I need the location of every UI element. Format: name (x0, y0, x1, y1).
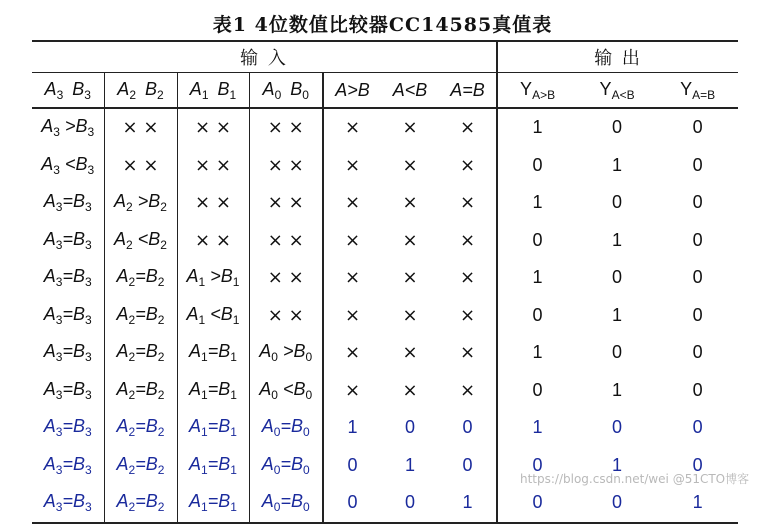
table-cell-ygt: 0 (497, 484, 577, 523)
table-cell-cgt: × (344, 342, 361, 364)
table-cell-a0b0: × × (249, 222, 323, 260)
table-cell-a2b2: $A_2 >B_2$ (104, 184, 177, 222)
table-cell-a3b3: $A_3=B_3$ (32, 447, 104, 485)
table-cell-a1b1: $A_1 <B_1$ (177, 297, 249, 335)
table-cell-a2b2: $A_2=B_2$ (104, 297, 177, 335)
table-cell-a2b2: × × (104, 147, 177, 185)
table-row (32, 184, 738, 222)
table-row (32, 108, 738, 147)
table-cell-ylt: 0 (577, 484, 657, 523)
table-cell-ylt: 1 (612, 304, 623, 325)
table-cell-ylt: 0 (612, 117, 623, 138)
table-cell-ylt: 0 (612, 267, 623, 288)
column-header: A=B (439, 73, 497, 109)
table-cell-a0b0: × × (249, 147, 323, 185)
table-cell-ylt: 0 (612, 192, 623, 213)
table-cell-cgt: × (344, 304, 361, 326)
table-cell-clt: × (402, 267, 418, 289)
table-cell-yeq: 0 (692, 154, 703, 175)
column-header: $A_0$ $B_0$ (249, 73, 323, 109)
table-cell-clt: × (402, 304, 418, 326)
table-row (32, 222, 738, 260)
table-cell-yeq: 0 (692, 117, 703, 138)
watermark: https://blog.csdn.net/wei @51CTO博客 (520, 472, 750, 486)
table-cell-ceq: × (439, 297, 497, 335)
input-group-header: 输 入 (32, 41, 497, 73)
table-cell-a3b3: $A_3=B_3$ (32, 409, 104, 447)
table-cell-yeq: 0 (692, 454, 703, 475)
table-cell-ylt: 1 (612, 379, 623, 400)
table-row (32, 334, 738, 372)
table-cell-a1b1: × × (177, 222, 249, 260)
truth-table (32, 40, 738, 524)
table-cell-a1b1: $A_1=B_1$ (177, 334, 249, 372)
table-row (32, 297, 738, 335)
column-header: $A_3$ $B_3$ (32, 73, 104, 109)
table-cell-a0b0: $A_0 >B_0$ (249, 334, 323, 372)
table-cell-ygt: 0 (532, 454, 543, 475)
table-cell-ceq: × (439, 259, 497, 297)
table-cell-cgt: × (344, 379, 361, 401)
column-header: $Y_{A=B}$ (657, 73, 738, 109)
table-cell-ceq: × (439, 184, 497, 222)
table-cell-ygt: 0 (532, 304, 543, 325)
table-cell-a1b1: $A_1=B_1$ (177, 409, 249, 447)
table-cell-clt: 0 (404, 417, 415, 438)
table-cell-a3b3: $A_3=B_3$ (32, 222, 104, 260)
column-header: $Y_{A>B}$ (497, 73, 577, 109)
table-cell-a1b1: $A_1=B_1$ (177, 372, 249, 410)
table-cell-ceq: × (439, 222, 497, 260)
table-cell-a2b2: $A_2=B_2$ (104, 259, 177, 297)
table-cell-ceq: 1 (439, 484, 497, 523)
table-cell-a0b0: $A_0=B_0$ (249, 409, 323, 447)
table-cell-ygt: 1 (532, 192, 543, 213)
table-cell-clt: 1 (404, 454, 415, 475)
table-cell-cgt: × (344, 117, 361, 139)
table-cell-clt: × (402, 229, 418, 251)
table-cell-a1b1: × × (177, 147, 249, 185)
table-cell-clt: × (402, 379, 418, 401)
table-cell-ylt: 1 (612, 154, 623, 175)
table-cell-ygt: 1 (532, 117, 543, 138)
table-cell-yeq: 1 (657, 484, 738, 523)
table-cell-cgt: 0 (347, 454, 358, 475)
table-cell-ceq: × (439, 147, 497, 185)
column-header: $Y_{A<B}$ (577, 73, 657, 109)
table-cell-ceq: 0 (439, 409, 497, 447)
table-cell-ygt: 1 (532, 342, 543, 363)
table-cell-a3b3: $A_3=B_3$ (32, 184, 104, 222)
table-cell-a2b2: $A_2=B_2$ (104, 409, 177, 447)
table-cell-ygt: 1 (532, 267, 543, 288)
table-row (32, 484, 738, 523)
table-row (32, 409, 738, 447)
table-cell-yeq: 0 (692, 379, 703, 400)
table-title: 表1 4位数值比较器CC14585真值表 (212, 14, 553, 36)
table-cell-a3b3: $A_3 >B_3$ (32, 108, 104, 147)
column-header: $A_2$ $B_2$ (104, 73, 177, 109)
table-cell-a1b1: × × (177, 184, 249, 222)
table-cell-a2b2: $A_2=B_2$ (104, 372, 177, 410)
table-cell-cgt: 0 (323, 484, 381, 523)
table-cell-cgt: 1 (347, 417, 358, 438)
table-cell-ceq: 0 (439, 447, 497, 485)
table-cell-a0b0: × × (249, 297, 323, 335)
table-cell-ygt: 1 (532, 417, 543, 438)
table-cell-ylt: 1 (612, 229, 623, 250)
table-cell-ylt: 1 (612, 454, 623, 475)
table-cell-a0b0: × × (249, 184, 323, 222)
table-cell-clt: 0 (381, 484, 439, 523)
table-cell-ygt: 0 (532, 154, 543, 175)
table-cell-yeq: 0 (692, 342, 703, 363)
table-cell-a1b1: $A_1=B_1$ (177, 484, 249, 523)
table-cell-a3b3: $A_3=B_3$ (32, 334, 104, 372)
table-cell-a1b1: $A_1 >B_1$ (177, 259, 249, 297)
table-cell-a3b3: $A_3=B_3$ (32, 372, 104, 410)
table-cell-a2b2: × × (104, 108, 177, 147)
table-cell-a2b2: $A_2 <B_2$ (104, 222, 177, 260)
table-row (32, 147, 738, 185)
table-cell-a0b0: $A_0=B_0$ (249, 447, 323, 485)
table-cell-yeq: 0 (692, 417, 703, 438)
table-row (32, 259, 738, 297)
table-cell-a3b3: $A_3=B_3$ (32, 297, 104, 335)
table-cell-a3b3: $A_3=B_3$ (32, 259, 104, 297)
table-cell-ceq: × (439, 372, 497, 410)
column-header: A>B (323, 73, 381, 109)
table-cell-a3b3: $A_3 <B_3$ (32, 147, 104, 185)
table-cell-ygt: 0 (532, 229, 543, 250)
column-header: $A_1$ $B_1$ (177, 73, 249, 109)
table-cell-ceq: × (439, 108, 497, 147)
table-cell-clt: × (402, 342, 418, 364)
table-cell-a0b0: × × (249, 108, 323, 147)
table-cell-ylt: 0 (612, 342, 623, 363)
table-cell-ylt: 0 (612, 417, 623, 438)
table-cell-a0b0: $A_0 <B_0$ (249, 372, 323, 410)
table-cell-a1b1: $A_1=B_1$ (177, 447, 249, 485)
table-cell-a3b3: $A_3=B_3$ (32, 484, 104, 523)
table-cell-ceq: × (439, 334, 497, 372)
table-cell-a2b2: $A_2=B_2$ (104, 484, 177, 523)
table-cell-cgt: × (344, 267, 361, 289)
table-cell-yeq: 0 (692, 229, 703, 250)
table-cell-a1b1: × × (177, 108, 249, 147)
table-cell-ygt: 0 (532, 379, 543, 400)
table-cell-yeq: 0 (692, 192, 703, 213)
column-header: A<B (381, 73, 439, 109)
table-cell-cgt: × (344, 192, 361, 214)
table-cell-a0b0: × × (249, 259, 323, 297)
output-group-header: 输 出 (497, 41, 738, 73)
column-header-row (32, 73, 738, 109)
table-cell-cgt: × (344, 154, 361, 176)
table-cell-clt: × (402, 154, 418, 176)
table-cell-yeq: 0 (692, 267, 703, 288)
table-cell-cgt: × (344, 229, 361, 251)
table-row (32, 372, 738, 410)
table-cell-a0b0: $A_0=B_0$ (249, 484, 323, 523)
table-cell-a2b2: $A_2=B_2$ (104, 447, 177, 485)
table-cell-yeq: 0 (692, 304, 703, 325)
table-cell-clt: × (402, 192, 418, 214)
table-cell-a2b2: $A_2=B_2$ (104, 334, 177, 372)
table-cell-clt: × (402, 117, 418, 139)
